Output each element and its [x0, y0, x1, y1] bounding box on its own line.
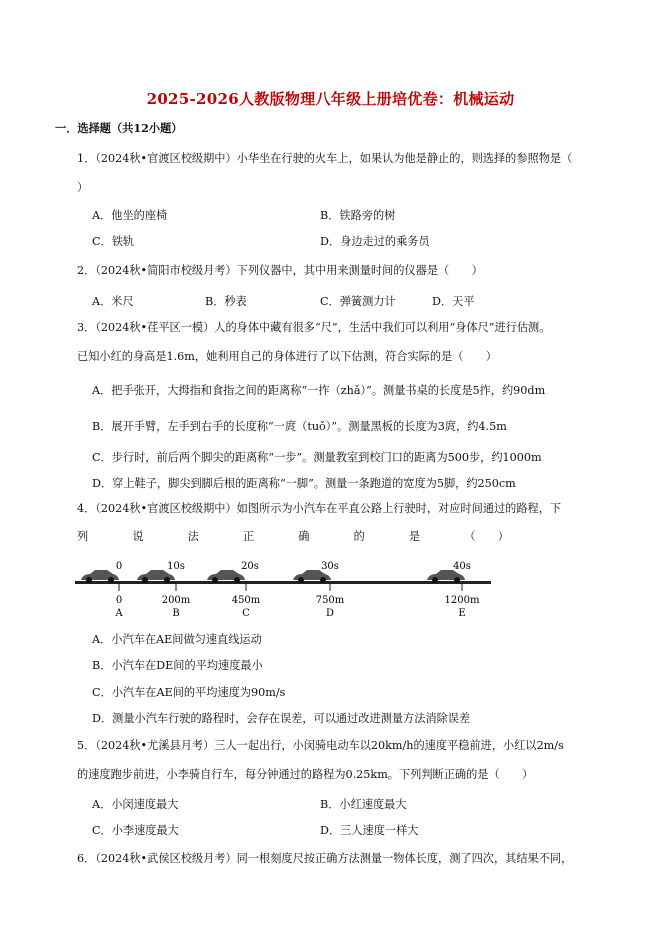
distance-label: 200m	[161, 595, 191, 606]
question-5-option-d: D．三人速度一样大	[320, 824, 419, 837]
question-4-option-b: B．小汽车在DE间的平均速度最小	[92, 659, 263, 672]
question-2-option-b: B．秒表	[205, 295, 247, 308]
question-4-word: （ ）	[464, 530, 509, 543]
question-4-option-a: A．小汽车在AE间做匀速直线运动	[92, 633, 262, 646]
point-label: D	[325, 608, 335, 619]
time-label: 10s	[167, 561, 185, 572]
question-4-line-2	[77, 528, 509, 544]
time-label: 40s	[453, 561, 471, 572]
question-3-line-1: 3．（2024秋•荏平区一模）人的身体中藏有很多“尺”，生活中我们可以利用“身体尺”进行估测。	[77, 321, 551, 334]
question-1-option-a: A．他坐的座椅	[92, 209, 168, 222]
question-4-word: 正	[242, 530, 255, 543]
question-5-line-2: 的速度跑步前进，小李骑自行车，每分钟通过的路程为0.25km。下列判断正确的是（ ）	[77, 768, 534, 781]
document-title: 2025-2026人教版物理八年级上册培优卷：机械运动	[146, 90, 515, 108]
distance-label: 0	[115, 595, 123, 606]
time-label: 0	[115, 561, 123, 572]
question-3-option-c: C．步行时，前后两个脚尖的距离称“一步”。测量教室到校门口的距离为500步，约1000m	[92, 451, 542, 464]
question-2-option-c: C．弹簧测力计	[320, 295, 396, 308]
car-motion-diagram	[75, 558, 515, 626]
distance-label: 450m	[231, 595, 261, 606]
time-label: 30s	[321, 561, 339, 572]
question-2-option-a: A．米尺	[92, 295, 134, 308]
point-label: A	[115, 608, 123, 619]
question-1-line-1: 1．（2024秋•官渡区校级期中）小华坐在行驶的火车上，如果认为他是静止的，则选择的参照物是（	[77, 152, 573, 165]
point-label: C	[242, 608, 250, 619]
question-4-option-d: D．测量小汽车行驶的路程时，会存在误差，可以通过改进测量方法消除误差	[92, 712, 471, 725]
question-3-option-a: A．把手张开，大拇指和食指之间的距离称“一拃（zhǎ）”。测量书桌的长度是5拃，约90dm	[92, 384, 546, 397]
question-6-line-1: 6．（2024秋•武侯区校级月考）同一根刻度尺按正确方法测量一物体长度，测了四次，其结果不同，	[77, 852, 573, 865]
question-1-option-d: D．身边走过的乘务员	[320, 235, 430, 248]
question-3-option-b: B．展开手臂，左手到右手的长度称“一庹（tuǒ）”。测量黑板的长度为3庹，约4.5m	[92, 420, 507, 433]
question-1-option-b: B．铁路旁的树	[320, 209, 396, 222]
question-2-option-d: D．天平	[432, 295, 475, 308]
question-4-word: 列	[77, 530, 89, 543]
question-5-option-c: C．小李速度最大	[92, 824, 179, 837]
time-label: 20s	[241, 561, 259, 572]
question-4-word: 是	[408, 530, 421, 543]
road-line	[75, 581, 491, 584]
question-5-line-1: 5．（2024秋•尤溪县月考）三人一起出行，小闵骑电动车以20km/h的速度平稳前进，小红以2m/s	[77, 739, 564, 752]
point-label: E	[458, 608, 466, 619]
question-4-word: 法	[187, 530, 199, 543]
distance-label: 1200m	[444, 595, 480, 606]
question-3-line-2: 已知小红的身高是1.6m，她利用自己的身体进行了以下估测，符合实际的是（ ）	[77, 350, 497, 363]
question-5-option-b: B．小红速度最大	[320, 798, 407, 811]
question-1-option-c: C．铁轨	[92, 235, 135, 248]
question-2-line-1: 2．（2024秋•简阳市校级月考）下列仪器中，其中用来测量时间的仪器是（ ）	[77, 264, 483, 277]
question-1-line-2: ）	[77, 181, 89, 194]
question-4-line-1: 4．（2024秋•官渡区校级期中）如图所示为小汽车在平直公路上行驶时，对应时间通过的路程，下	[77, 502, 562, 515]
question-4-word: 确	[298, 530, 310, 543]
question-4-word: 的	[353, 530, 365, 543]
question-4-word: 说	[132, 530, 144, 543]
distance-label: 750m	[315, 595, 345, 606]
question-3-option-d: D．穿上鞋子，脚尖到脚后根的距离称“一脚”。测量一条跑道的宽度为5脚，约250cm	[92, 477, 516, 490]
question-4-option-c: C．小汽车在AE间的平均速度为90m/s	[92, 686, 286, 699]
point-label: B	[172, 608, 180, 619]
question-5-option-a: A．小闵速度最大	[92, 798, 179, 811]
section-heading: 一．选择题（共12小题）	[55, 121, 183, 135]
